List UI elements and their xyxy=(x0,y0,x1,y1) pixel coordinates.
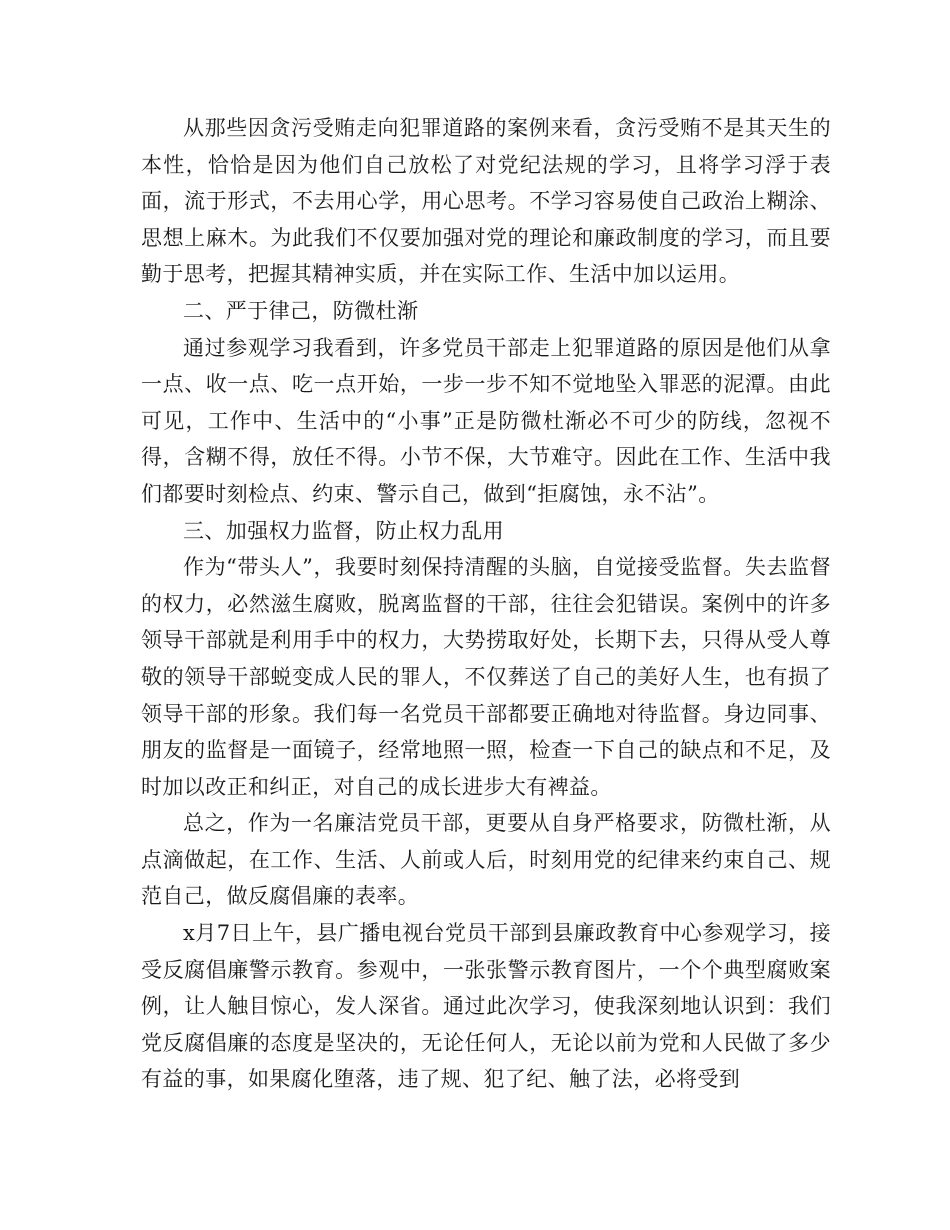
paragraph-3: 作为“带头人”，我要时刻保持清醒的头脑，自觉接受监督。失去监督的权力，必然滋生腐败，脱离监督的干部，往往会犯错误。案例中的许多领导干部就是利用手中的权力，大势捞取好处，长期下去，只得从受人尊敬的领导干部蜕变成人民的罪人，不仅葬送了自己的美好人生，也有损了领导干部的形象。我们每一名党员干部都要正确地对待监督。身边同事、朋友的监督是一面镜子，经常地照一照，检查一下自己的缺点和不足，及时加以改正和纠正，对自己的成长进步大有裨益。 xyxy=(141,555,831,799)
section-heading-3: 三、加强权力监督，防止权力乱用 xyxy=(183,518,504,543)
section-heading-2: 二、严于律己，防微杜渐 xyxy=(183,298,419,323)
paragraph-1: 从那些因贪污受贿走向犯罪道路的案例来看，贪污受贿不是其天生的本性，恰恰是因为他们自己放松了对党纪法规的学习，且将学习浮于表面，流于形式，不去用心学，用心思考。不学习容易使自己政治上糊涂、思想上麻木。为此我们不仅要加强对党的理论和廉政制度的学习，而且要勤于思考，把握其精神实质，并在实际工作、生活中加以运用。 xyxy=(141,116,831,287)
paragraph-visit: x月7日上午，县广播电视台党员干部到县廉政教育中心参观学习，接受反腐倡廉警示教育。参观中，一张张警示教育图片，一个个典型腐败案例，让人触目惊心，发人深省。通过此次学习，使我深刻地认识到：我们党反腐倡廉的态度是坚决的，无论任何人，无论以前为党和人民做了多少有益的事，如果腐化堕落，违了规、犯了纪、触了法，必将受到 xyxy=(141,921,831,1092)
paragraph-2: 通过参观学习我看到，许多党员干部走上犯罪道路的原因是他们从拿一点、收一点、吃一点开始，一步一步不知不觉地坠入罪恶的泥潭。由此可见，工作中、生活中的“小事”正是防微杜渐必不可少的防线，忽视不得，含糊不得，放任不得。小节不保，大节难守。因此在工作、生活中我们都要时刻检点、约束、警示自己，做到“拒腐蚀，永不沾”。 xyxy=(141,335,831,506)
paragraph-conclusion: 总之，作为一名廉洁党员干部，更要从自身严格要求，防微杜渐，从点滴做起，在工作、生活、人前或人后，时刻用党的纪律来约束自己、规范自己，做反腐倡廉的表率。 xyxy=(141,811,831,909)
document-body xyxy=(141,110,831,1098)
